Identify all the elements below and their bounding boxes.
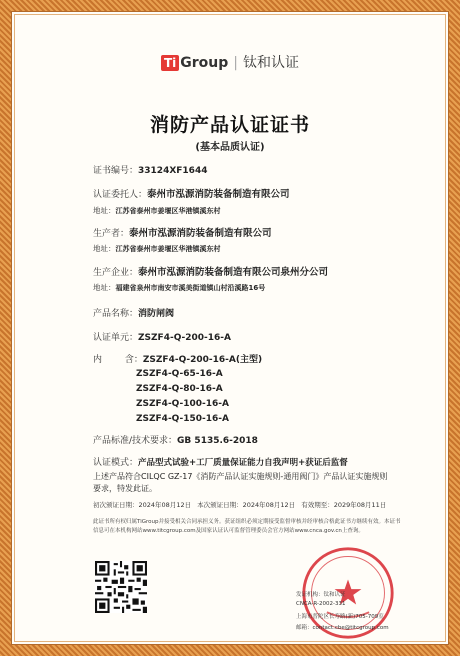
unit-row [93,330,231,343]
model-item: ZSZF4-Q-150-16-A [136,414,229,424]
model-item: ZSZF4-Q-65-16-A [136,369,223,379]
mode-label: 认证模式： [93,458,139,468]
client-value: 泰州市泓源消防装备制造有限公司 [147,189,290,200]
factory-address-value: 福建省泉州市南安市溪美街道镇山村沿溪路16号 [115,284,266,292]
cert-number-row [93,163,207,176]
factory-value: 泰州市泓源消防装备制造有限公司泉州分公司 [138,267,329,278]
org-address: 上海市普陀区长寿路(新)705-709室 [296,614,384,620]
logo-separator: | [233,55,239,71]
tigroup-logo [0,52,460,72]
model-item: ZSZF4-Q-80-16-A [136,384,223,394]
client-address-value: 江苏省泰州市姜堰区华港镇溪东村 [115,207,221,215]
factory-address-row [93,282,265,293]
contains-main-model: ZSZF4-Q-200-16-A(主型) [142,355,263,365]
logo-group-text: Group [180,55,229,71]
expiry-date: 有效期至：2029年08月11日 [301,501,387,509]
model-list [136,367,229,427]
mode-row [93,455,348,468]
certificate-title: 消防产品认证证书 [149,114,310,136]
certificate-subtitle: (基本品质认证) [195,142,265,153]
fine-print: 此证书所有权归属TiGroup并接受相关合同承担义务。获证组织必须定期接受监督审核并经审核合格此证书方继续有效。本证书信息可在本机构网站www.titcgroup.com及国家认证认可监督管理委员会官方网站www.cnca.gov.cn上查询。 [93,519,401,534]
unit-label: 认证单元： [93,333,139,343]
client-address-label: 地址： [93,206,116,215]
issuing-org: 发证机构：钛和认证 [296,592,346,598]
producer-row [93,225,272,239]
first-issue-date: 初次颁证日期：2024年08月12日 [93,501,192,509]
contains-row [93,352,262,365]
model-item: ZSZF4-Q-100-16-A [136,399,229,409]
qr-code-icon [95,561,147,613]
cert-number-value: 33124XF1644 [138,166,208,176]
product-label: 产品名称： [93,309,139,319]
unit-value: ZSZF4-Q-200-16-A [138,333,231,343]
cert-number-label: 证书编号： [93,166,139,176]
producer-label: 生产者： [93,229,130,239]
logo-ti-mark: Ti [161,55,179,71]
producer-address-label: 地址： [93,244,116,253]
client-address-row [93,205,221,216]
standard-value: GB 5135.6-2018 [177,436,258,446]
producer-value: 泰州市泓源消防装备制造有限公司 [129,228,272,239]
client-label: 认证委托人： [93,190,148,200]
date-row [93,500,392,509]
contains-label: 内 含： [93,355,143,365]
conformity-statement: 上述产品符合CILQC GZ-17《消防产品认证实施规则-通用阀门》产品认证实施规则要求，特发此证。 [93,472,388,493]
factory-label: 生产企业： [93,268,139,278]
cnca-number: CNCA-R-2002-331 [296,601,346,607]
client-row [93,186,290,200]
logo-chinese-name: 钛和认证 [243,55,300,71]
standard-row [93,433,258,446]
producer-address-row [93,243,221,254]
mode-value: 产品型式试验+工厂质量保证能力自我声明+获证后监督 [138,458,348,468]
org-email: 邮箱：contact.cbe@titcgroup.com [296,625,389,631]
factory-row [93,264,328,278]
product-row [93,306,174,319]
factory-address-label: 地址： [93,283,116,292]
producer-address-value: 江苏省泰州市姜堰区华港镇溪东村 [115,245,221,253]
product-value: 消防闸阀 [138,309,175,319]
standard-label: 产品标准/技术要求： [93,436,178,446]
current-issue-date: 本次颁证日期：2024年08月12日 [197,501,296,509]
